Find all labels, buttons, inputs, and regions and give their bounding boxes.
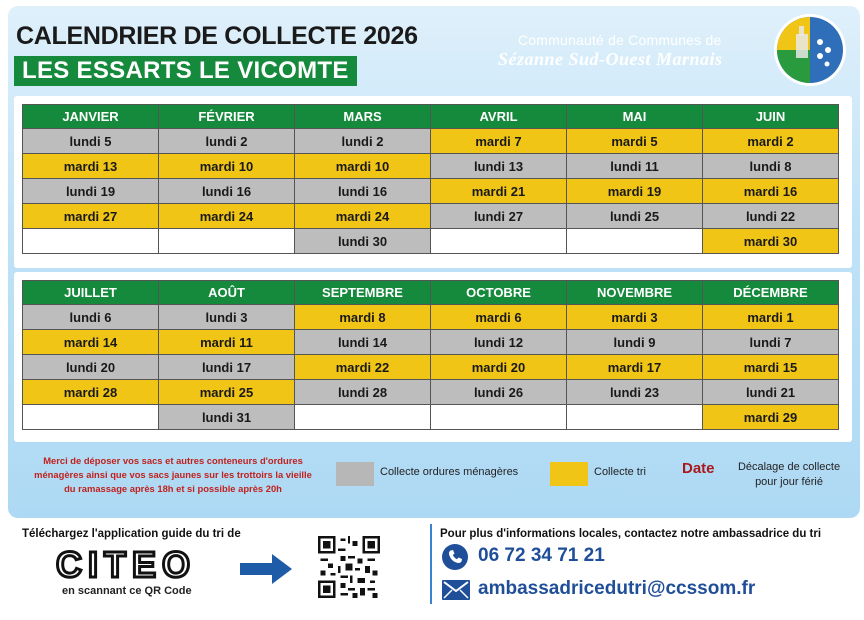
recycling-day-cell: mardi 30 [703,229,839,254]
waste-day-cell: lundi 2 [295,129,431,154]
community-line-2: Sézanne Sud-Ouest Marnais [498,49,723,69]
page-title: CALENDRIER DE COLLECTE 2026 [16,22,418,50]
waste-day-cell: lundi 14 [295,330,431,355]
recycling-day-cell: mardi 10 [295,154,431,179]
recycling-day-cell: mardi 3 [567,305,703,330]
calendar-row [23,129,839,154]
legend-date-desc-line-2: pour jour férié [755,476,823,488]
waste-day-cell: lundi 28 [295,380,431,405]
waste-day-cell: lundi 6 [23,305,159,330]
empty-day-cell [295,405,431,430]
recycling-day-cell: mardi 7 [431,129,567,154]
arrow-right-icon [238,552,294,586]
waste-day-cell: lundi 3 [159,305,295,330]
app-download-title: Téléchargez l'application guide du tri de [22,528,241,540]
mail-icon [442,580,470,600]
waste-day-cell: lundi 22 [703,204,839,229]
waste-day-cell: lundi 20 [23,355,159,380]
waste-day-cell: lundi 19 [23,179,159,204]
empty-day-cell [23,229,159,254]
recycling-day-cell: mardi 27 [23,204,159,229]
month-header: MARS [295,105,431,129]
citeo-logo [52,544,222,584]
waste-day-cell: lundi 16 [295,179,431,204]
month-header: OCTOBRE [431,281,567,305]
waste-day-cell: lundi 8 [703,154,839,179]
legend-yellow-label: Collecte tri [594,466,646,478]
legend-date-description [730,460,848,490]
empty-day-cell [431,229,567,254]
waste-day-cell: lundi 9 [567,330,703,355]
calendar-row [23,179,839,204]
recycling-day-cell: mardi 10 [159,154,295,179]
calendar-row [23,405,839,430]
contact-title: Pour plus d'informations locales, contactez notre ambassadrice du tri [440,528,822,540]
calendar-panel-second-half [14,272,852,442]
waste-day-cell: lundi 31 [159,405,295,430]
calendar-row [23,330,839,355]
calendar-table-first-half [22,104,839,254]
calendar-row [23,154,839,179]
waste-day-cell: lundi 26 [431,380,567,405]
month-header: AOÛT [159,281,295,305]
recycling-day-cell: mardi 11 [159,330,295,355]
recycling-day-cell: mardi 2 [703,129,839,154]
month-header: JUILLET [23,281,159,305]
recycling-day-cell: mardi 8 [295,305,431,330]
calendar-panel-first-half [14,96,852,268]
month-header: FÉVRIER [159,105,295,129]
waste-day-cell: lundi 17 [159,355,295,380]
community-logo [772,12,848,88]
waste-day-cell: lundi 7 [703,330,839,355]
recycling-day-cell: mardi 24 [159,204,295,229]
month-header: NOVEMBRE [567,281,703,305]
calendar-row [23,355,839,380]
phone-icon [442,544,468,570]
recycling-day-cell: mardi 17 [567,355,703,380]
recycling-day-cell: mardi 24 [295,204,431,229]
phone-number[interactable]: 06 72 34 71 21 [478,545,605,566]
waste-day-cell: lundi 21 [703,380,839,405]
calendar-table-second-half [22,280,839,430]
empty-day-cell [567,229,703,254]
empty-day-cell [23,405,159,430]
recycling-day-cell: mardi 13 [23,154,159,179]
recycling-day-cell: mardi 5 [567,129,703,154]
scan-instruction: en scannant ce QR Code [62,585,192,597]
qr-code-icon[interactable] [318,536,380,598]
recycling-day-cell: mardi 15 [703,355,839,380]
recycling-day-cell: mardi 19 [567,179,703,204]
waste-day-cell: lundi 13 [431,154,567,179]
waste-day-cell: lundi 23 [567,380,703,405]
community-line-1: Communauté de Communes de [518,32,722,48]
waste-day-cell: lundi 11 [567,154,703,179]
commune-banner: LES ESSARTS LE VICOMTE [14,56,357,86]
waste-day-cell: lundi 12 [431,330,567,355]
deposit-instructions: Merci de déposer vos sacs et autres conteneurs d'ordures ménagères ainsi que vos sacs jaunes sur les trottoirs la vieille du ramassage après 18h et si possible après 20h [34,455,312,494]
waste-day-cell: lundi 2 [159,129,295,154]
month-header: SEPTEMBRE [295,281,431,305]
month-header: JUIN [703,105,839,129]
empty-day-cell [159,229,295,254]
recycling-day-cell: mardi 6 [431,305,567,330]
email-address[interactable]: ambassadricedutri@ccssom.fr [478,578,756,599]
recycling-day-cell: mardi 1 [703,305,839,330]
waste-day-cell: lundi 16 [159,179,295,204]
month-header: JANVIER [23,105,159,129]
calendar-row [23,229,839,254]
recycling-day-cell: mardi 21 [431,179,567,204]
recycling-day-cell: mardi 16 [703,179,839,204]
footer-divider [430,524,432,604]
month-header: DÉCEMBRE [703,281,839,305]
recycling-day-cell: mardi 28 [23,380,159,405]
empty-day-cell [431,405,567,430]
legend-date-desc-line-1: Décalage de collecte [737,461,841,473]
calendar-row [23,380,839,405]
recycling-day-cell: mardi 14 [23,330,159,355]
legend-gray-label: Collecte ordures ménagères [380,466,519,478]
calendar-row [23,204,839,229]
empty-day-cell [567,405,703,430]
recycling-day-cell: mardi 29 [703,405,839,430]
legend-gray-swatch [336,462,374,486]
waste-day-cell: lundi 25 [567,204,703,229]
month-header: AVRIL [431,105,567,129]
legend-date-sample: Date [682,460,715,477]
calendar-row [23,305,839,330]
recycling-day-cell: mardi 20 [431,355,567,380]
waste-day-cell: lundi 30 [295,229,431,254]
legend-yellow-swatch [550,462,588,486]
waste-day-cell: lundi 5 [23,129,159,154]
recycling-day-cell: mardi 25 [159,380,295,405]
svg-text:CITEO: CITEO [56,544,197,584]
waste-day-cell: lundi 27 [431,204,567,229]
recycling-day-cell: mardi 22 [295,355,431,380]
month-header: MAI [567,105,703,129]
